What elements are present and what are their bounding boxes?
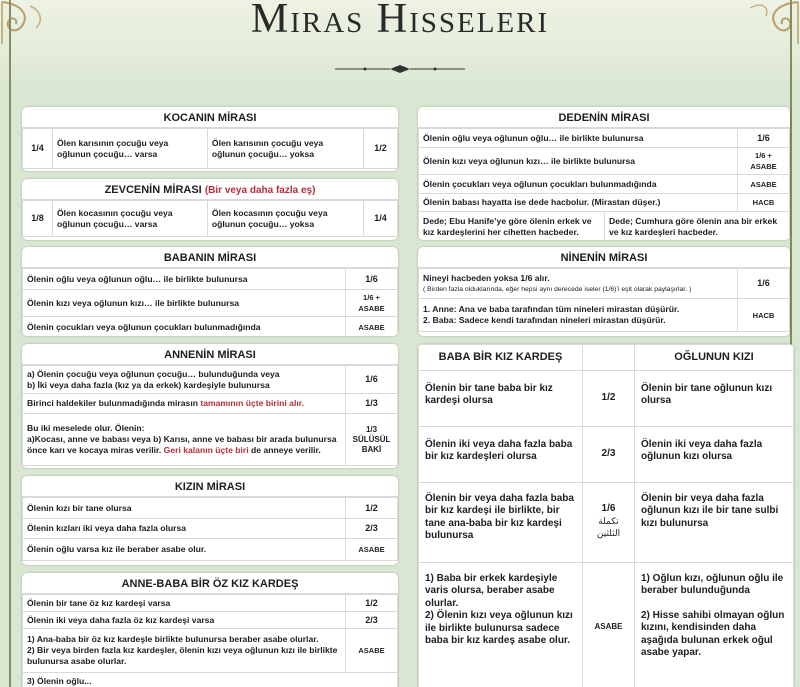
annebaba-r4: 3) Ölenin oğlu...: [23, 673, 398, 687]
table-row: [23, 629, 398, 673]
kizin-row-2-share: 2/3: [346, 519, 398, 539]
ninenin-mirasi-card: [418, 247, 790, 336]
table-row: [23, 317, 398, 337]
table-row: [23, 519, 398, 539]
annebaba-r3-b: 2) Bir veya birden fazla kız kardeşler, ölenin kızı veya oğlunun kızı ile birlikte bulunursa asabe olurlar.: [27, 645, 338, 666]
babanin-row-2-share: 1/6 + ASABE: [346, 290, 398, 317]
kardes-row-3-share-ar-1: تكملة: [598, 516, 619, 527]
kocanin-cond-2: Ölen karısının çocuğu veya oğlunun çocuğu… yoksa: [207, 129, 363, 169]
kardes-row-2-left: Ölenin iki veya daha fazla baba bir kız kardeşleri olursa: [419, 426, 583, 482]
title-divider-ornament-icon: [335, 64, 465, 74]
kizin-row-1-share: 1/2: [346, 498, 398, 519]
table-row: [419, 370, 794, 426]
annenin-r2-share: 1/3: [346, 394, 398, 414]
kizin-mirasi-card: [22, 476, 398, 565]
table-row: [23, 673, 398, 687]
zevcenin-title-text: ZEVCENİN MİRASI: [104, 184, 202, 196]
kardes-row-2-right: Ölenin iki veya daha fazla oğlunun kızı olursa: [635, 426, 794, 482]
annenin-r3-pink: Geri kalanın üçte biri: [163, 445, 249, 455]
anne-baba-kiz-kardes-card: [22, 573, 398, 687]
dedenin-row-4-share: HACB: [738, 194, 790, 212]
kizin-row-3-text: Ölenin oğlu varsa kız ile beraber asabe olur.: [23, 539, 346, 561]
zevcenin-cond-2: Ölen kocasının çocuğu veya oğlunun çocuğu… yoksa: [207, 201, 363, 237]
annenin-r3-share-3: BAKİ: [361, 444, 382, 454]
zevcenin-note: (Bir veya daha fazla eş): [204, 185, 316, 196]
anne-baba-kiz-kardes-title: ANNE-BABA BİR ÖZ KIZ KARDEŞ: [22, 573, 398, 594]
table-row: [23, 269, 398, 290]
table-row: [23, 394, 398, 414]
kardes-row-1-left: Ölenin bir tane baba bir kız kardeşi olursa: [419, 370, 583, 426]
table-row: [23, 290, 398, 317]
table-row: [23, 539, 398, 561]
table-row: [23, 498, 398, 519]
dedenin-mirasi-title: DEDENİN MİRASI: [418, 107, 790, 128]
dedenin-note-1: Dede; Ebu Hanife’ye göre ölenin erkek ve kız kardeşlerini her cihetten hacbeder.: [419, 212, 605, 241]
table-row: [419, 212, 790, 241]
kardes-r4-share: ASABE: [583, 562, 635, 687]
table-row: [23, 612, 398, 629]
kardes-head-right: OĞLUNUN KIZI: [635, 345, 794, 371]
annenin-r1-b: b) İki veya daha fazla (kız ya da erkek) kardeşiyle bulunursa: [27, 379, 270, 390]
kocanin-cond-1: Ölen karısının çocuğu veya oğlunun çocuğu… varsa: [53, 129, 208, 169]
dedenin-row-3-text: Ölenin çocukları veya oğlunun çocukları bulunmadığında: [419, 175, 738, 194]
kizin-row-3-share: ASABE: [346, 539, 398, 561]
kizin-mirasi-title: KIZIN MİRASI: [22, 476, 398, 497]
annebaba-row-1-share: 1/2: [346, 595, 398, 612]
kardes-header-row: [419, 345, 794, 371]
dedenin-row-2-text: Ölenin kızı veya oğlunun kızı… ile birlikte bulunursa: [419, 148, 738, 175]
dedenin-row-1-text: Ölenin oğlu veya oğlunun oğlu… ile birlikte bulunursa: [419, 129, 738, 148]
dedenin-row-1-share: 1/6: [738, 129, 790, 148]
zevcenin-cond-1: Ölen kocasının çocuğu veya oğlunun çocuğu… varsa: [53, 201, 208, 237]
annebaba-row-2-share: 2/3: [346, 612, 398, 629]
kardes-r4-left-2: 2) Ölenin kızı veya oğlunun kızı ile birlikte bulunursa sadece baba bir kız kardeş asabe olur.: [425, 610, 573, 646]
babanin-row-3-text: Ölenin çocukları veya oğlunun çocukları bulunmadığında: [23, 317, 346, 337]
table-row: [23, 595, 398, 612]
kocanin-share-2: 1/2: [364, 129, 398, 169]
ninenin-r2-b: 2. Baba: Sadece kendi tarafından nineleri mirastan düşürür.: [423, 315, 666, 325]
zevcenin-share-1: 1/8: [23, 201, 53, 237]
ninenin-r1-b: ( Birden fazla olduklarında, eğer hepsi aynı derecede iseler (1/6)’i eşit olarak paylaşırlar. ): [423, 285, 692, 293]
dedenin-row-3-share: ASABE: [738, 175, 790, 194]
table-row: [419, 194, 790, 212]
annebaba-row-2-text: Ölenin iki veya daha fazla öz kız kardeşi varsa: [23, 612, 346, 629]
kocanin-mirasi-card: [22, 107, 398, 171]
babanin-mirasi-card: [22, 247, 398, 336]
zevcenin-mirasi-title: [22, 179, 398, 200]
kocanin-share-1: 1/4: [23, 129, 53, 169]
annenin-r3-c: de anneye verilir.: [248, 445, 321, 455]
page-frame-left: [9, 0, 11, 687]
table-row: [23, 366, 398, 394]
kardes-row-3-left: Ölenin bir veya daha fazla baba bir kız kardeşi ile birlikte, bir tane ana-baba bir kız kardeşi bulunursa: [419, 482, 583, 562]
ninenin-r1-share: 1/6: [738, 269, 790, 299]
annenin-r3-share-2: SÜLÜSÜL: [352, 434, 391, 444]
annenin-r3-b: a)Kocası, anne ve babası veya b) Karısı, anne ve babası bir arada bulunursa önce karı ve kocaya miras verilir.: [27, 434, 337, 455]
kardes-oglunun-kizi-card: [418, 344, 794, 687]
annenin-mirasi-title: ANNENİN MİRASI: [22, 344, 398, 365]
kardes-row-2-share: 2/3: [583, 426, 635, 482]
kardes-row-3-share: 1/6: [601, 503, 616, 515]
dedenin-row-2-share: 1/6 + ASABE: [738, 148, 790, 175]
babanin-row-3-share: ASABE: [346, 317, 398, 337]
kardes-r4-right-1: 1) Oğlun kızı, oğlunun oğlu ile beraber bulunduğunda: [641, 572, 784, 596]
annenin-r1-a: a) Ölenin çocuğu veya oğlunun çocuğu… bulunduğunda veya: [27, 368, 280, 379]
annenin-r2-pink: tamamının üçte birini alır.: [200, 398, 304, 408]
ninenin-mirasi-title: NİNENİN MİRASI: [418, 247, 790, 268]
annebaba-r3-share: ASABE: [346, 629, 398, 673]
babanin-mirasi-title: BABANIN MİRASI: [22, 247, 398, 268]
page-title: Miras Hisseleri: [250, 0, 550, 42]
babanin-row-1-share: 1/6: [346, 269, 398, 290]
babanin-row-2-text: Ölenin kızı veya oğlunun kızı… ile birlikte bulunursa: [23, 290, 346, 317]
kardes-row-3-right: Ölenin bir veya daha fazla oğlunun kızı ile bir tane sulbi kızı bulunursa: [635, 482, 794, 562]
table-row: [419, 269, 790, 299]
kocanin-mirasi-title: KOCANIN MİRASI: [22, 107, 398, 128]
table-row: [419, 299, 790, 332]
ninenin-r1-a: Nineyi hacbeden yoksa 1/6 alır.: [423, 272, 550, 283]
annebaba-row-1-text: Ölenin bir tane öz kız kardeşi varsa: [23, 595, 346, 612]
dedenin-note-2: Dede; Cumhura göre ölenin ana bir erkek ve kız kardeşleri hacbeder.: [605, 212, 790, 241]
annenin-r2-text: Birinci haldekiler bulunmadığında mirasın: [27, 398, 201, 408]
babanin-row-1-text: Ölenin oğlu veya oğlunun oğlu… ile birlikte bulunursa: [23, 269, 346, 290]
kizin-row-2-text: Ölenin kızları iki veya daha fazla olursa: [23, 519, 346, 539]
annenin-r3-share-1: 1/3: [365, 424, 378, 434]
zevcenin-mirasi-card: [22, 179, 398, 240]
kardes-r4-left-1: 1) Baba bir erkek kardeşiyle varis olursa, beraber asabe olurlar.: [425, 572, 558, 609]
annenin-r3-a: Bu iki meselede olur. Ölenin:: [27, 423, 145, 433]
kardes-head-left: BABA BİR KIZ KARDEŞ: [419, 345, 583, 371]
table-row: [419, 129, 790, 148]
kardes-row-1-share: 1/2: [583, 370, 635, 426]
table-row: [419, 426, 794, 482]
table-row: [419, 148, 790, 175]
table-row: [23, 414, 398, 466]
ninenin-r2-a: 1. Anne: Ana ve baba tarafından tüm nineleri mirastan düşürür.: [423, 304, 680, 314]
kardes-r4-right-2: 2) Hisse sahibi olmayan oğlun kızını, kendisinden daha aşağıda bulunan erkek oğul asabe yapar.: [641, 609, 785, 658]
dedenin-row-4-text: Ölenin babası hayatta ise dede hacbolur. (Mirastan düşer.): [419, 194, 738, 212]
table-row: [419, 175, 790, 194]
annebaba-r3-a: 1) Ana-baba bir öz kız kardeşle birlikte bulunursa beraber asabe olurlar.: [27, 634, 319, 644]
ninenin-r2-share: HACB: [738, 299, 790, 332]
kardes-row-3-share-ar-2: الثلثين: [596, 529, 621, 540]
table-row: [419, 562, 794, 687]
zevcenin-share-2: 1/4: [364, 201, 398, 237]
annenin-r1-share: 1/6: [346, 366, 398, 394]
table-row: [419, 482, 794, 562]
kizin-row-1-text: Ölenin kızı bir tane olursa: [23, 498, 346, 519]
dedenin-mirasi-card: [418, 107, 790, 240]
annenin-mirasi-card: [22, 344, 398, 468]
kardes-row-1-right: Ölenin bir tane oğlunun kızı olursa: [635, 370, 794, 426]
